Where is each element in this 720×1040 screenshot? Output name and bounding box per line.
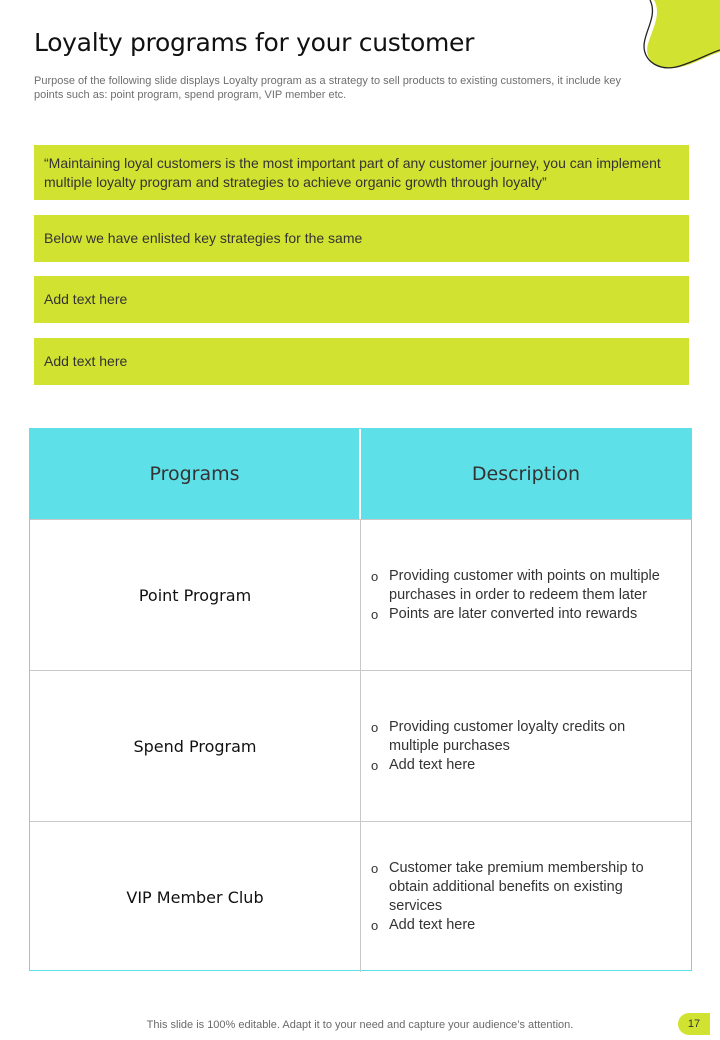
header-programs: Programs — [30, 429, 361, 519]
program-name: Spend Program — [30, 671, 361, 821]
loyalty-programs-table — [29, 428, 692, 971]
bullet-list — [371, 567, 679, 624]
program-name: VIP Member Club — [30, 822, 361, 972]
bullet-circle-icon: o — [371, 606, 379, 622]
bullet-item: o Add text here — [371, 917, 476, 933]
bullet-item: o Customer take premium membership to obtain additional benefits on existing services — [371, 860, 644, 914]
placeholder-text-2: Add text here — [44, 353, 128, 369]
bullet-circle-icon: o — [371, 861, 379, 876]
page-title: Loyalty programs for your customer — [34, 28, 475, 57]
bullet-circle-icon: o — [371, 568, 379, 584]
placeholder-bar-1 — [34, 276, 689, 323]
program-description — [361, 520, 691, 670]
table-row — [30, 670, 691, 821]
placeholder-text-1: Add text here — [44, 291, 128, 307]
table-row — [30, 821, 691, 972]
bullet-circle-icon: o — [371, 918, 379, 933]
bullet-list — [371, 718, 679, 775]
footer-note: This slide is 100% editable. Adapt it to your need and capture your audience’s attention. — [146, 1019, 574, 1031]
program-name: Point Program — [30, 520, 361, 670]
page-subtitle: Purpose of the following slide displays Loyalty program as a strategy to sell products to existing customers, it include key points such as: point program, spend program, VIP member etc. — [34, 75, 621, 101]
bullet-circle-icon: o — [371, 757, 379, 773]
bullet-item: o Add text here — [371, 756, 476, 773]
placeholder-bar-2 — [34, 338, 689, 385]
table-header — [30, 429, 691, 519]
page-number: 17 — [687, 1018, 701, 1030]
program-description — [361, 671, 691, 821]
corner-blob-decoration — [640, 0, 720, 80]
header-description: Description — [471, 463, 581, 485]
program-description — [361, 822, 691, 972]
quote-text: “Maintaining loyal customers is the most important part of any customer journey, you can implement multiple loyalty program and strategies to achieve organic growth through loyalty” — [44, 154, 661, 190]
page-number-badge — [678, 1013, 710, 1035]
bullet-item: o Points are later converted into rewards — [371, 605, 638, 622]
bullet-list — [371, 859, 679, 935]
bullet-circle-icon: o — [371, 719, 379, 735]
bullet-item: o Providing customer with points on multiple purchases in order to redeem them later — [371, 567, 660, 603]
strategies-intro-text: Below we have enlisted key strategies for the same — [44, 230, 363, 246]
table-row — [30, 519, 691, 670]
quote-bar — [34, 145, 689, 200]
bullet-item: o Providing customer loyalty credits on multiple purchases — [371, 718, 626, 754]
strategies-intro-bar — [34, 215, 689, 262]
